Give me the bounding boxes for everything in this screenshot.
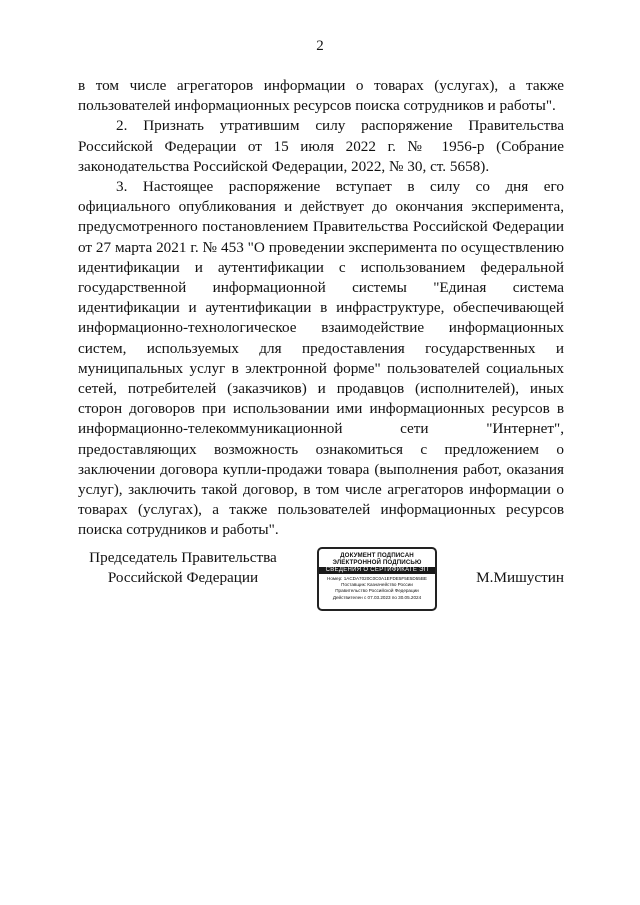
page-number: 2 <box>316 38 324 54</box>
signatory-name: М.Мишустин <box>476 569 564 586</box>
document-body <box>78 76 564 541</box>
electronic-signature-stamp <box>317 547 437 611</box>
stamp-issuer-line-2: Правительство Российской Федерации <box>335 588 419 594</box>
paragraph-continuation: в том числе агрегаторов информации о товарах (услугах), а также пользователей информационных ресурсов поиска сотрудников и работы". <box>78 77 564 115</box>
stamp-title <box>319 552 435 566</box>
signatory-position-line-1: Председатель Правительства <box>89 549 277 566</box>
stamp-certificate-band: СВЕДЕНИЯ О СЕРТИФИКАТЕ ЭП <box>319 567 435 574</box>
stamp-validity: Действителен с 07.03.2023 по 30.05.2024 <box>332 594 422 600</box>
signatory-position <box>78 548 288 588</box>
stamp-certificate-number: Номер: 1ACDA7020C0C0A1EFDE5F5E5D55BE <box>327 576 427 581</box>
paragraph-item-3: 3. Настоящее распоряжение вступает в силу со дня его официального опубликования и действует до окончания эксперимента, предусмотренного постановлением Правительства Российской Федерации от 27 марта 2021 г. № 453 "О проведении эксперимента по осуществлению идентификации и аутентификации с использованием федеральной государственной информационной системы "Единая система идентификации и аутентификации в инфраструктуре, обеспечивающей информационно-технологическое взаимодействие информационных систем, используемых для предоставления государственных и муниципальных услуг в электронной форме" пользователей социальных сетей, потребителей (заказчиков) и продавцов (исполнителей), иных сторон договоров при использовании ими информационных ресурсов в информационно-телекоммуникационной сети "Интернет", предоставляющих возможность ознакомиться с предложением о заключении договора купли-продажи товара (выполнения работ, оказания услуг), заключить такой договор, в том числе агрегаторов информации о товарах (услугах), а также пользователей информационных ресурсов поиска сотрудников и работы". <box>78 178 564 539</box>
stamp-issuer-line-1: Поставщик: Казначейство России <box>341 582 413 588</box>
stamp-title-line-1: ДОКУМЕНТ ПОДПИСАН <box>340 552 414 559</box>
signature-block <box>78 548 564 620</box>
paragraph-item-2: 2. Признать утратившим силу распоряжение Правительства Российской Федерации от 15 июля 2022 г. № 1956-р (Собрание законодательства Российской Федерации, 2022, № 30, ст. 5658). <box>78 117 564 175</box>
stamp-title-line-2: ЭЛЕКТРОННОЙ ПОДПИСЬЮ <box>332 559 422 566</box>
signatory-position-line-2: Российской Федерации <box>107 569 259 586</box>
